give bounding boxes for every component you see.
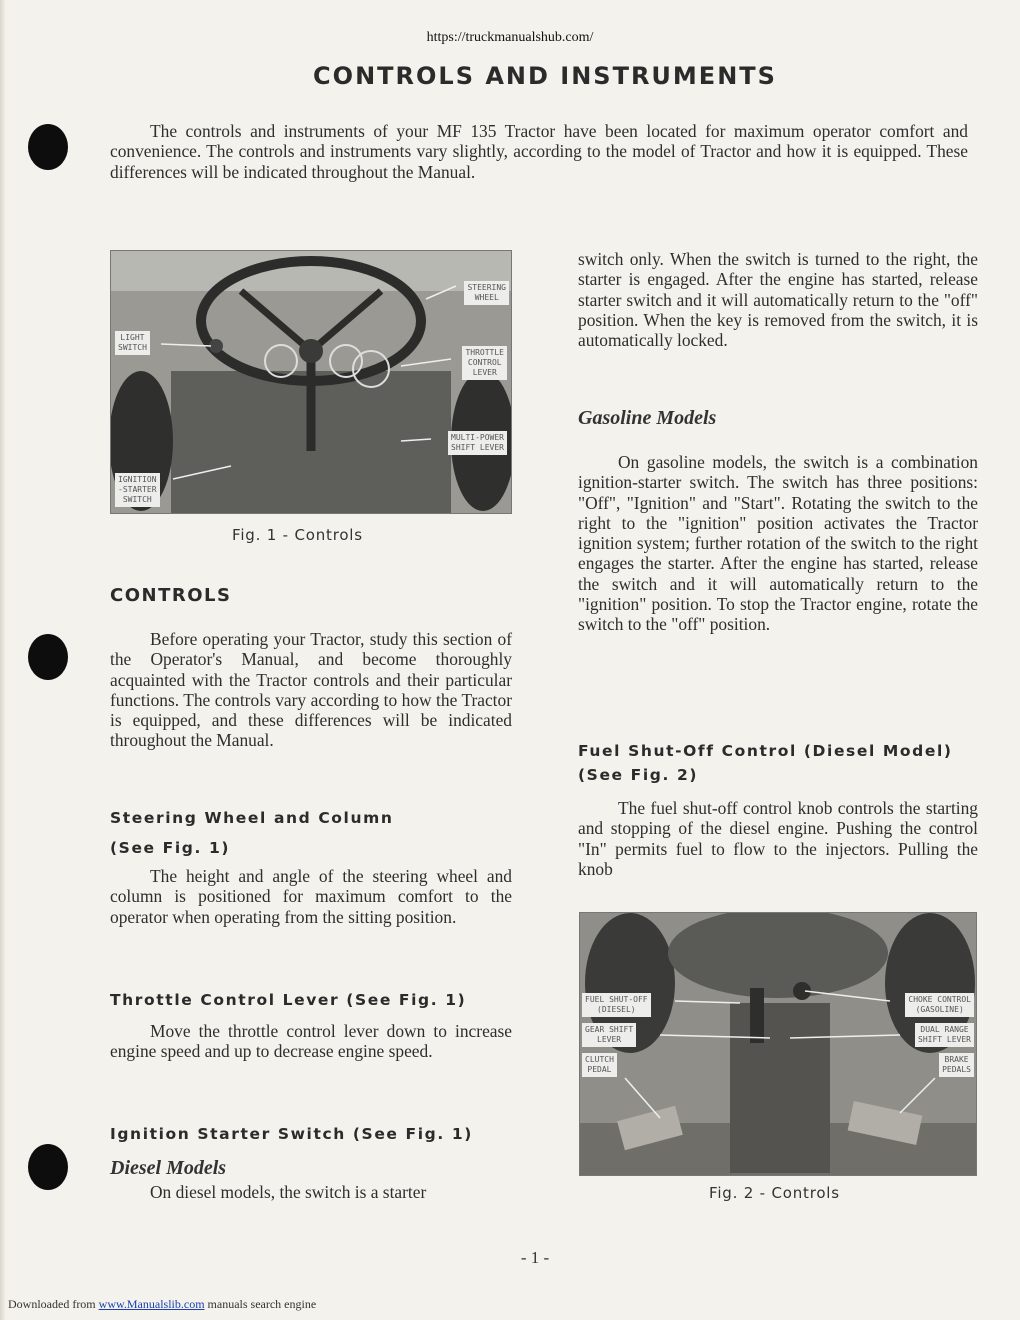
steering-section xyxy=(110,803,512,863)
steering-ref: (See Fig. 1) xyxy=(110,839,231,857)
footer xyxy=(8,1297,316,1312)
page-edge xyxy=(0,0,6,1320)
throttle-section xyxy=(110,985,512,1015)
label-light-switch: LIGHT SWITCH xyxy=(115,331,150,355)
figure-2-photo xyxy=(579,912,977,1176)
throttle-text: Move the throttle control lever down to increase engine speed and up to decrease engine speed. xyxy=(110,1021,512,1062)
fuel-section xyxy=(578,736,978,784)
throttle-heading: Throttle Control Lever (See Fig. 1) xyxy=(110,991,467,1009)
label-ignition-switch: IGNITION -STARTER SWITCH xyxy=(115,473,160,507)
gasoline-body xyxy=(578,452,978,635)
label-throttle-lever: THROTTLE CONTROL LEVER xyxy=(462,346,507,380)
gasoline-section xyxy=(578,407,978,430)
fuel-ref: (See Fig. 2) xyxy=(578,766,699,784)
fuel-heading: Fuel Shut-Off Control (Diesel Model) xyxy=(578,742,953,760)
footer-link[interactable]: www.Manualslib.com xyxy=(98,1297,205,1311)
label-brake-pedals: BRAKE PEDALS xyxy=(939,1053,974,1077)
gasoline-heading: Gasoline Models xyxy=(578,407,717,429)
label-choke-control: CHOKE CONTROL (GASOLINE) xyxy=(905,993,974,1017)
throttle-body xyxy=(110,1021,512,1062)
footer-prefix: Downloaded from xyxy=(8,1297,99,1311)
gasoline-text: On gasoline models, the switch is a combination ignition-starter switch. The switch has three positions: "Off", "Ignition" and "Start". Rotating the switch to the right to the "ignition" position activates the Tractor ignition system; further rotation of the switch to the right engages the starter. After the engine has started, release the switch and it will automatically return to the "ignition" position. To stop the Tractor engine, rotate the switch to the "off" position. xyxy=(578,452,978,635)
diesel-text-start: On diesel models, the switch is a starter xyxy=(150,1182,427,1202)
figure-2-caption: Fig. 2 - Controls xyxy=(709,1184,840,1202)
label-fuel-shut-off: FUEL SHUT-OFF (DIESEL) xyxy=(582,993,651,1017)
controls-section xyxy=(110,585,512,606)
page-title: CONTROLS AND INSTRUMENTS xyxy=(313,62,777,90)
steering-text: The height and angle of the steering wheel and column is positioned for maximum comfort to the operator when operating from the sitting position. xyxy=(110,866,512,927)
steering-body xyxy=(110,866,512,927)
controls-text: Before operating your Tractor, study this section of the Operator's Manual, and become thoroughly acquainted with the Tractor controls and their particular functions. The controls vary according to how the Tractor is equipped, and these differences will be indicated throughout the Manual. xyxy=(110,629,512,751)
fuel-body xyxy=(578,798,978,879)
diesel-heading: Diesel Models xyxy=(110,1157,227,1179)
intro-paragraph: The controls and instruments of your MF 135 Tractor have been located for maximum operator comfort and convenience. The controls and instruments vary slightly, according to the model of Tractor and how it is equipped. These differences will be indicated throughout the Manual. xyxy=(110,121,968,182)
figure-1-photo xyxy=(110,250,512,514)
footer-suffix: manuals search engine xyxy=(204,1297,317,1311)
steering-wheel-illustration xyxy=(111,251,511,513)
fuel-text: The fuel shut-off control knob controls the starting and stopping of the diesel engine. Pushing the control "In" permits fuel to flow to the injectors. Pulling the knob xyxy=(578,798,978,879)
label-clutch-pedal: CLUTCH PEDAL xyxy=(582,1053,617,1077)
punch-hole xyxy=(28,124,68,170)
punch-hole xyxy=(28,1144,68,1190)
figure-1-caption: Fig. 1 - Controls xyxy=(232,526,363,544)
label-steering-wheel: STEERING WHEEL xyxy=(464,281,509,305)
diesel-models xyxy=(110,1157,512,1202)
ignition-heading: Ignition Starter Switch (See Fig. 1) xyxy=(110,1125,473,1143)
controls-heading: CONTROLS xyxy=(110,585,232,606)
label-dual-range-lever: DUAL RANGE SHIFT LEVER xyxy=(915,1023,974,1047)
source-url: https://truckmanualshub.com/ xyxy=(426,30,594,45)
diesel-text-end: switch only. When the switch is turned to the right, the starter is engaged. After the engine has started, release starter switch and it will automatically return to the "off" position. When the key is removed from the switch, it is automatically locked. xyxy=(578,249,978,351)
steering-heading: Steering Wheel and Column xyxy=(110,809,394,827)
label-gear-shift-lever: GEAR SHIFT LEVER xyxy=(582,1023,636,1047)
page-number: - 1 - xyxy=(520,1248,550,1267)
ignition-section xyxy=(110,1119,512,1149)
punch-hole xyxy=(28,634,68,680)
diesel-text-continued xyxy=(578,249,978,350)
controls-body xyxy=(110,629,512,751)
label-multi-power-lever: MULTI-POWER SHIFT LEVER xyxy=(448,431,507,455)
